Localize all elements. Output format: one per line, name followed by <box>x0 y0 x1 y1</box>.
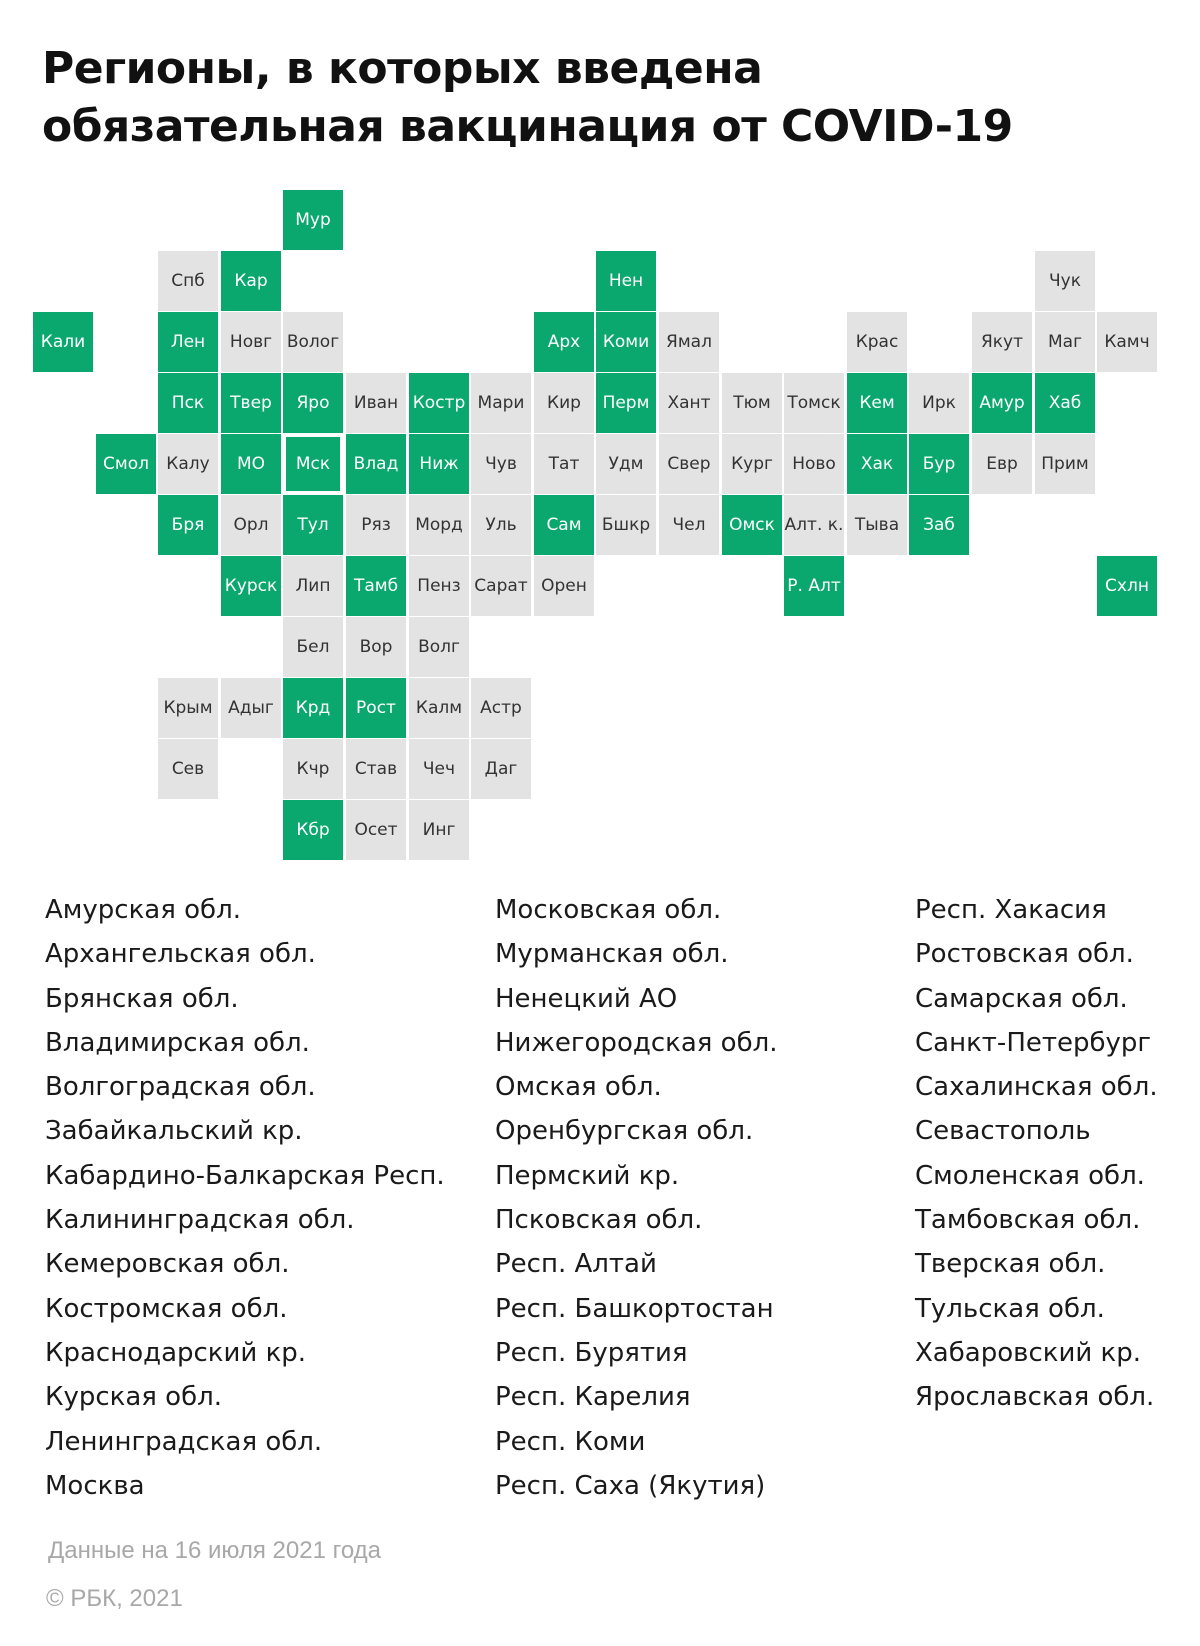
title-line-2: обязательная вакцинация от COVID-19 <box>42 101 1013 152</box>
region-tile: Ряз <box>346 495 406 555</box>
region-tile: Удм <box>596 434 656 494</box>
data-date-note: Данные на 16 июля 2021 года <box>48 1537 382 1564</box>
region-tile: Бел <box>283 617 343 677</box>
title-line-1: Регионы, в которых введена <box>42 43 763 94</box>
region-tile: Бшкр <box>596 495 656 555</box>
region-list-item: Респ. Коми <box>495 1426 646 1457</box>
region-tile: Сев <box>158 739 218 799</box>
region-tile: Новг <box>221 312 281 372</box>
copyright: © РБК, 2021 <box>46 1585 183 1612</box>
region-list-item: Московская обл. <box>495 895 722 925</box>
region-list-item: Краснодарский кр. <box>45 1337 307 1368</box>
region-tile: Хаб <box>1035 373 1095 433</box>
region-tile: Кем <box>847 373 907 433</box>
region-list-item: Кемеровская обл. <box>45 1249 290 1280</box>
region-list-item: Респ. Алтай <box>495 1249 657 1280</box>
region-list-item: Хабаровский кр. <box>915 1337 1141 1368</box>
region-tile: Курск <box>221 556 281 616</box>
region-list-item: Респ. Хакасия <box>915 895 1107 925</box>
region-tile: Калм <box>409 678 469 738</box>
region-tile: Кали <box>33 312 93 372</box>
region-list-column-2 <box>495 888 777 1508</box>
region-tile: Чув <box>471 434 531 494</box>
region-tile: Иван <box>346 373 406 433</box>
region-tile: Арх <box>534 312 594 372</box>
region-tile: Свер <box>659 434 719 494</box>
region-tile: Ново <box>784 434 844 494</box>
region-list-item: Тверская обл. <box>915 1249 1106 1280</box>
region-tile: Вор <box>346 617 406 677</box>
region-tile: Пенз <box>409 556 469 616</box>
region-tile: Чук <box>1035 251 1095 311</box>
region-tile: Чеч <box>409 739 469 799</box>
region-tile: Нен <box>596 251 656 311</box>
region-list-item: Мурманская обл. <box>495 939 729 970</box>
region-tile: Кург <box>722 434 782 494</box>
region-list-item: Забайкальский кр. <box>45 1116 303 1147</box>
region-tile: Мск <box>283 434 343 494</box>
region-tile: Астр <box>471 678 531 738</box>
region-tile: Тыва <box>847 495 907 555</box>
region-list-item: Волгоградская обл. <box>45 1072 316 1103</box>
region-tile: Заб <box>909 495 969 555</box>
region-tile: Евр <box>972 434 1032 494</box>
region-tile: Крым <box>158 678 218 738</box>
region-list-item: Ненецкий АО <box>495 983 678 1014</box>
region-list-item: Кабардино-Балкарская Респ. <box>45 1160 445 1191</box>
region-list-item: Самарская обл. <box>915 983 1128 1014</box>
region-list-item: Костромская обл. <box>45 1293 288 1324</box>
region-tile: Кар <box>221 251 281 311</box>
region-list-item: Брянская обл. <box>45 983 239 1014</box>
region-tile: Осет <box>346 800 406 860</box>
region-list-item: Респ. Башкортостан <box>495 1293 774 1324</box>
region-tile: Орен <box>534 556 594 616</box>
region-list-item: Сахалинская обл. <box>915 1072 1158 1103</box>
region-tile: Чел <box>659 495 719 555</box>
region-tile: Кчр <box>283 739 343 799</box>
region-tile: Тюм <box>722 373 782 433</box>
region-list-column-1 <box>45 888 445 1508</box>
region-tile: Омск <box>722 495 782 555</box>
region-list-item: Псковская обл. <box>495 1205 703 1236</box>
region-tile: Маг <box>1035 312 1095 372</box>
region-tile: Адыг <box>221 678 281 738</box>
region-tile: Мари <box>471 373 531 433</box>
region-tile: Р. Алт <box>784 556 844 616</box>
region-tile: Тат <box>534 434 594 494</box>
region-list-item: Санкт-Петербург <box>915 1027 1152 1058</box>
region-list-item: Калининградская обл. <box>45 1205 355 1236</box>
region-list-item: Нижегородская обл. <box>495 1027 778 1058</box>
region-tile: Мур <box>283 190 343 250</box>
region-tile: Калу <box>158 434 218 494</box>
region-list-item: Севастополь <box>915 1116 1091 1147</box>
region-tile: Сарат <box>471 556 531 616</box>
region-tile: Волог <box>283 312 343 372</box>
region-tile: Став <box>346 739 406 799</box>
region-tile: Томск <box>784 373 844 433</box>
region-tile: Хант <box>659 373 719 433</box>
region-tile: Спб <box>158 251 218 311</box>
region-list-item: Архангельская обл. <box>45 939 316 970</box>
region-tile: Волг <box>409 617 469 677</box>
region-list-item: Владимирская обл. <box>45 1027 310 1058</box>
region-tile: Яро <box>283 373 343 433</box>
region-tile: Бур <box>909 434 969 494</box>
region-tile: Влад <box>346 434 406 494</box>
region-tile: Крас <box>847 312 907 372</box>
region-tile: Ямал <box>659 312 719 372</box>
region-list-item: Пермский кр. <box>495 1160 680 1191</box>
region-list-item: Респ. Карелия <box>495 1382 691 1413</box>
region-tile: Лип <box>283 556 343 616</box>
region-tile: Ниж <box>409 434 469 494</box>
region-tile: МО <box>221 434 281 494</box>
region-tile: Даг <box>471 739 531 799</box>
region-list-item: Ярославская обл. <box>915 1382 1155 1413</box>
region-tile: Коми <box>596 312 656 372</box>
region-tile: Камч <box>1097 312 1157 372</box>
region-tile: Твер <box>221 373 281 433</box>
region-list-item: Оренбургская обл. <box>495 1116 754 1147</box>
region-list-item: Смоленская обл. <box>915 1160 1145 1191</box>
region-tile: Пск <box>158 373 218 433</box>
region-tile: Крд <box>283 678 343 738</box>
region-list-column-3 <box>915 888 1158 1420</box>
region-list-item: Тамбовская обл. <box>915 1205 1141 1236</box>
region-list-item: Респ. Бурятия <box>495 1337 688 1368</box>
region-list-item: Тульская обл. <box>915 1293 1105 1324</box>
region-tile: Кбр <box>283 800 343 860</box>
region-list-item: Амурская обл. <box>45 895 241 925</box>
region-tile: Амур <box>972 373 1032 433</box>
region-tile: Ирк <box>909 373 969 433</box>
region-list-item: Респ. Саха (Якутия) <box>495 1470 766 1501</box>
region-tile: Тамб <box>346 556 406 616</box>
region-tile: Бря <box>158 495 218 555</box>
region-tile: Инг <box>409 800 469 860</box>
region-list-item: Курская обл. <box>45 1382 223 1413</box>
region-tile: Кир <box>534 373 594 433</box>
region-tile: Рост <box>346 678 406 738</box>
region-tile: Костр <box>409 373 469 433</box>
region-tile: Сам <box>534 495 594 555</box>
region-tile: Якут <box>972 312 1032 372</box>
region-tile: Хак <box>847 434 907 494</box>
region-tile: Схлн <box>1097 556 1157 616</box>
region-tile: Тул <box>283 495 343 555</box>
region-list-item: Ростовская обл. <box>915 939 1134 970</box>
region-list-item: Москва <box>45 1470 145 1501</box>
region-list-item: Ленинградская обл. <box>45 1426 323 1457</box>
region-tile: Смол <box>96 434 156 494</box>
region-list-item: Омская обл. <box>495 1072 662 1103</box>
region-tile: Уль <box>471 495 531 555</box>
region-tile: Лен <box>158 312 218 372</box>
region-tile: Перм <box>596 373 656 433</box>
region-tile: Прим <box>1035 434 1095 494</box>
region-tile: Морд <box>409 495 469 555</box>
region-tile: Орл <box>221 495 281 555</box>
region-tile: Алт. к. <box>784 495 844 555</box>
